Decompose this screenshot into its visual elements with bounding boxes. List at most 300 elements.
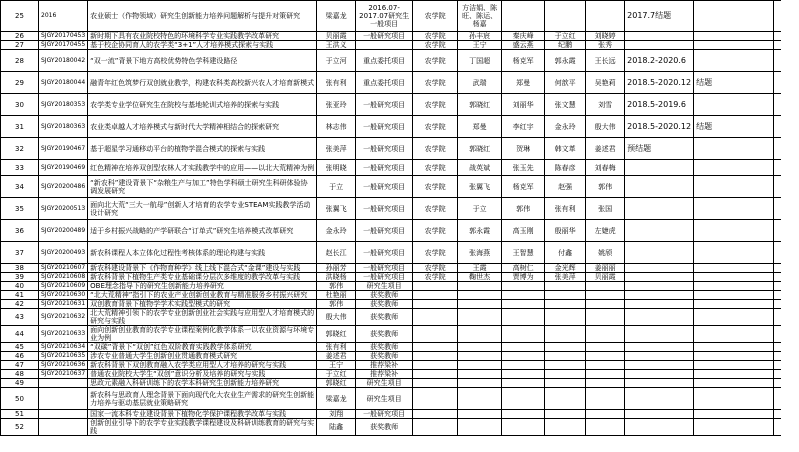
table-row[interactable] bbox=[1, 138, 782, 160]
table-cell[interactable]: 姚颀 bbox=[586, 242, 625, 264]
table-cell[interactable]: 农学院 bbox=[413, 72, 458, 94]
table-cell[interactable]: 一般研究项目 bbox=[356, 32, 413, 41]
table-cell[interactable] bbox=[694, 291, 774, 300]
table-cell[interactable]: 获奖教师 bbox=[356, 419, 413, 436]
table-cell[interactable] bbox=[625, 419, 694, 436]
table-row[interactable] bbox=[1, 410, 782, 419]
table-cell[interactable] bbox=[694, 41, 774, 50]
table-cell[interactable] bbox=[625, 309, 694, 326]
table-cell[interactable] bbox=[586, 361, 625, 370]
table-cell[interactable] bbox=[586, 410, 625, 419]
table-cell[interactable]: 2016.07-2017.07研究生一般项目 bbox=[356, 1, 413, 32]
table-cell[interactable] bbox=[586, 309, 625, 326]
table-cell[interactable] bbox=[694, 138, 774, 160]
table-cell[interactable] bbox=[694, 352, 774, 361]
table-cell[interactable]: 农学院 bbox=[413, 116, 458, 138]
table-cell[interactable]: 张翼飞 bbox=[317, 198, 356, 220]
table-cell[interactable]: 刘翔 bbox=[317, 410, 356, 419]
table-cell[interactable]: 丁国超 bbox=[458, 50, 502, 72]
table-cell[interactable] bbox=[413, 291, 458, 300]
table-cell[interactable]: 37 bbox=[1, 242, 39, 264]
table-cell[interactable]: 一般研究项目 bbox=[356, 264, 413, 273]
table-cell[interactable] bbox=[625, 220, 694, 242]
table-cell[interactable] bbox=[458, 326, 502, 343]
table-cell[interactable]: 武瑞 bbox=[458, 72, 502, 94]
table-cell[interactable] bbox=[545, 343, 586, 352]
table-cell[interactable]: 双创教育背景下植物学学术实践型模式的研究 bbox=[88, 300, 317, 309]
table-cell[interactable]: 获奖教师 bbox=[356, 352, 413, 361]
table-row[interactable] bbox=[1, 264, 782, 273]
table-cell[interactable] bbox=[694, 273, 774, 282]
table-cell[interactable] bbox=[694, 370, 774, 379]
table-cell[interactable]: 于立河 bbox=[317, 50, 356, 72]
table-cell[interactable]: 新农科与思政育人理念背景下面向现代化大农业生产需求的研究生创新能力培养与驱动基层就业策略研究 bbox=[88, 388, 317, 410]
table-cell[interactable]: 一般研究项目 bbox=[356, 176, 413, 198]
table-cell[interactable]: 韩文革 bbox=[545, 138, 586, 160]
table-cell[interactable]: SJGY20180044 bbox=[39, 72, 88, 94]
table-cell[interactable]: 盛云燕 bbox=[502, 41, 545, 50]
table-cell[interactable]: 基于超星学习通移动平台的植物学混合模式的探索与实践 bbox=[88, 138, 317, 160]
table-cell[interactable]: 金永玲 bbox=[317, 220, 356, 242]
table-cell[interactable]: 获奖教师 bbox=[356, 309, 413, 326]
table-cell[interactable]: 新农科背景下双创教育融入农学类应用型人才培养的研究与实践 bbox=[88, 361, 317, 370]
table-cell[interactable]: 48 bbox=[1, 370, 39, 379]
table-cell[interactable] bbox=[625, 282, 694, 291]
table-cell[interactable]: 融青年红色筑梦行双创就业教学，构建农科类高校新兴农人才培育新模式 bbox=[88, 72, 317, 94]
table-cell[interactable]: SJGY20210633 bbox=[39, 326, 88, 343]
table-cell[interactable]: 43 bbox=[1, 309, 39, 326]
table-cell[interactable]: 新时期下具有农业院校特色的环境科学专业实践教学改革研究 bbox=[88, 32, 317, 41]
table-cell[interactable] bbox=[694, 242, 774, 264]
table-cell[interactable]: 张国 bbox=[586, 198, 625, 220]
table-cell[interactable] bbox=[694, 1, 774, 32]
table-cell[interactable] bbox=[694, 176, 774, 198]
table-cell[interactable]: 姜述君 bbox=[586, 138, 625, 160]
table-cell[interactable] bbox=[694, 32, 774, 41]
table-cell[interactable]: 殷大伟 bbox=[317, 309, 356, 326]
table-cell[interactable] bbox=[694, 282, 774, 291]
table-cell[interactable]: 46 bbox=[1, 352, 39, 361]
table-row[interactable] bbox=[1, 309, 782, 326]
table-cell[interactable]: 郭晓红 bbox=[458, 94, 502, 116]
table-cell[interactable]: 贾博为 bbox=[502, 273, 545, 282]
table-cell[interactable]: “双碳”背景下“双创”红色双阶教育实践教学体系研究 bbox=[88, 343, 317, 352]
table-cell[interactable]: 贺琳 bbox=[502, 138, 545, 160]
table-cell[interactable]: “北大荒精神”指引下的农业产业创新创业教育与精准服务乡村振兴研究 bbox=[88, 291, 317, 300]
table-cell[interactable]: 33 bbox=[1, 160, 39, 176]
table-cell[interactable] bbox=[413, 326, 458, 343]
table-cell[interactable] bbox=[458, 419, 502, 436]
table-cell[interactable]: 农学院 bbox=[413, 41, 458, 50]
table-cell[interactable]: 何歆平 bbox=[545, 72, 586, 94]
table-row[interactable] bbox=[1, 361, 782, 370]
table-cell[interactable]: SJGY20210630 bbox=[39, 291, 88, 300]
table-cell[interactable] bbox=[586, 343, 625, 352]
table-cell[interactable]: 一般研究项目 bbox=[356, 220, 413, 242]
table-cell[interactable] bbox=[625, 242, 694, 264]
table-cell[interactable] bbox=[586, 370, 625, 379]
table-cell[interactable]: 重点委托项目 bbox=[356, 50, 413, 72]
table-cell[interactable]: 贝丽霞 bbox=[317, 32, 356, 41]
table-cell[interactable] bbox=[502, 379, 545, 388]
table-cell[interactable]: 于立 bbox=[458, 198, 502, 220]
table-cell[interactable] bbox=[625, 32, 694, 41]
table-cell[interactable]: SJGY20200489 bbox=[39, 220, 88, 242]
table-cell[interactable]: 张美萍 bbox=[545, 273, 586, 282]
table-cell[interactable]: 农学院 bbox=[413, 176, 458, 198]
table-row[interactable] bbox=[1, 32, 782, 41]
table-cell[interactable] bbox=[413, 352, 458, 361]
table-cell[interactable]: 农学院 bbox=[413, 50, 458, 72]
table-row[interactable] bbox=[1, 160, 782, 176]
table-cell[interactable] bbox=[625, 198, 694, 220]
table-cell[interactable]: SJGY20170453 bbox=[39, 32, 88, 41]
table-cell[interactable]: 赵强 bbox=[545, 176, 586, 198]
table-cell[interactable]: SJGY20170455 bbox=[39, 41, 88, 50]
table-row[interactable] bbox=[1, 379, 782, 388]
table-cell[interactable]: 25 bbox=[1, 1, 39, 32]
table-cell[interactable] bbox=[694, 264, 774, 273]
table-row[interactable] bbox=[1, 300, 782, 309]
table-cell[interactable]: SJGY20210609 bbox=[39, 282, 88, 291]
table-cell[interactable]: 北大荒精神引领下的农学专业创新创业社会实践与应用型人才培育模式的研究与实践 bbox=[88, 309, 317, 326]
table-cell[interactable] bbox=[625, 160, 694, 176]
table-cell[interactable]: 农学院 bbox=[413, 264, 458, 273]
table-cell[interactable] bbox=[502, 300, 545, 309]
table-cell[interactable]: SJGY20210636 bbox=[39, 361, 88, 370]
table-row[interactable] bbox=[1, 291, 782, 300]
table-cell[interactable]: 陆鑫 bbox=[317, 419, 356, 436]
table-cell[interactable] bbox=[586, 326, 625, 343]
table-cell[interactable]: 张亚玲 bbox=[317, 94, 356, 116]
table-cell[interactable]: 新农科背景下植物生产类专业基础课分层次多维度的教学改革与实践 bbox=[88, 273, 317, 282]
table-cell[interactable]: 金光辉 bbox=[545, 264, 586, 273]
table-cell[interactable] bbox=[545, 291, 586, 300]
table-cell[interactable] bbox=[413, 282, 458, 291]
table-cell[interactable]: 农学院 bbox=[413, 273, 458, 282]
table-cell[interactable]: 一般研究项目 bbox=[356, 273, 413, 282]
table-cell[interactable] bbox=[545, 370, 586, 379]
table-cell[interactable] bbox=[694, 388, 774, 410]
table-cell[interactable]: 刘雪 bbox=[586, 94, 625, 116]
table-cell[interactable] bbox=[694, 419, 774, 436]
table-row[interactable] bbox=[1, 273, 782, 282]
table-cell[interactable] bbox=[502, 343, 545, 352]
table-cell[interactable]: SJGY20180353 bbox=[39, 94, 88, 116]
table-cell[interactable]: 王宁 bbox=[458, 41, 502, 50]
table-cell[interactable] bbox=[625, 343, 694, 352]
table-cell[interactable]: 王长远 bbox=[586, 50, 625, 72]
table-cell[interactable]: 2018.5-2019.6 bbox=[625, 94, 694, 116]
table-cell[interactable]: 32 bbox=[1, 138, 39, 160]
table-cell[interactable]: 郭伟 bbox=[502, 198, 545, 220]
table-cell[interactable] bbox=[458, 282, 502, 291]
table-cell[interactable]: 50 bbox=[1, 388, 39, 410]
table-cell[interactable] bbox=[502, 370, 545, 379]
table-cell[interactable] bbox=[694, 160, 774, 176]
table-cell[interactable] bbox=[458, 291, 502, 300]
table-cell[interactable] bbox=[502, 1, 545, 32]
table-cell[interactable] bbox=[625, 379, 694, 388]
table-cell[interactable]: 适于乡村振兴战略的产学研联合“订单式”研究生培养模式改革研究 bbox=[88, 220, 317, 242]
table-cell[interactable] bbox=[545, 282, 586, 291]
table-cell[interactable]: 郭晓红 bbox=[317, 379, 356, 388]
table-cell[interactable]: 张玉先 bbox=[502, 160, 545, 176]
table-cell[interactable]: SJGY20210634 bbox=[39, 343, 88, 352]
table-cell[interactable] bbox=[458, 352, 502, 361]
table-cell[interactable]: 一般研究项目 bbox=[356, 242, 413, 264]
table-row[interactable] bbox=[1, 94, 782, 116]
table-cell[interactable] bbox=[413, 361, 458, 370]
table-cell[interactable]: 农业类卓越人才培养模式与新时代大学精神相结合的探索研究 bbox=[88, 116, 317, 138]
table-cell[interactable]: 农业硕士（作物领域）研究生创新能力培养问题解析与提升对策研究 bbox=[88, 1, 317, 32]
table-cell[interactable] bbox=[545, 410, 586, 419]
table-cell[interactable]: 郭晓红 bbox=[458, 138, 502, 160]
table-cell[interactable]: 36 bbox=[1, 220, 39, 242]
table-cell[interactable]: 34 bbox=[1, 176, 39, 198]
table-cell[interactable] bbox=[586, 1, 625, 32]
table-cell[interactable]: 方洁娟、陈旺、陈运、杨嘉 bbox=[458, 1, 502, 32]
table-cell[interactable] bbox=[586, 388, 625, 410]
table-cell[interactable]: 王洪义 bbox=[317, 41, 356, 50]
table-row[interactable] bbox=[1, 388, 782, 410]
table-cell[interactable]: 面向创新创业教育的农学专业课程案例化教学体系一以农业资源与环境专业为例 bbox=[88, 326, 317, 343]
table-cell[interactable]: 2017.7结题 bbox=[625, 1, 694, 32]
table-cell[interactable]: SJGY20200493 bbox=[39, 242, 88, 264]
table-cell[interactable]: 吴艳莉 bbox=[586, 72, 625, 94]
table-cell[interactable]: 26 bbox=[1, 32, 39, 41]
table-cell[interactable]: 陈春彦 bbox=[545, 160, 586, 176]
table-cell[interactable]: 结题 bbox=[694, 116, 774, 138]
table-cell[interactable]: 结题 bbox=[694, 72, 774, 94]
table-cell[interactable] bbox=[502, 419, 545, 436]
table-cell[interactable] bbox=[586, 282, 625, 291]
table-cell[interactable] bbox=[502, 410, 545, 419]
table-cell[interactable]: 2018.2-2020.6 bbox=[625, 50, 694, 72]
table-cell[interactable]: 一般研究项目 bbox=[356, 138, 413, 160]
table-cell[interactable] bbox=[694, 50, 774, 72]
table-cell[interactable]: 孙丰宸 bbox=[458, 32, 502, 41]
table-cell[interactable] bbox=[625, 264, 694, 273]
table-cell[interactable] bbox=[545, 326, 586, 343]
table-cell[interactable] bbox=[502, 309, 545, 326]
table-cell[interactable]: 金永玲 bbox=[545, 116, 586, 138]
table-cell[interactable] bbox=[545, 309, 586, 326]
table-cell[interactable]: 杨克军 bbox=[502, 176, 545, 198]
table-cell[interactable]: 杜艳丽 bbox=[317, 291, 356, 300]
table-cell[interactable] bbox=[545, 419, 586, 436]
table-cell[interactable]: 农学类专业学位研究生在院校与基地轮训式培养的探索与实践 bbox=[88, 94, 317, 116]
table-cell[interactable] bbox=[625, 370, 694, 379]
table-row[interactable] bbox=[1, 176, 782, 198]
table-cell[interactable] bbox=[694, 361, 774, 370]
table-cell[interactable]: 红色精神在培养双创型农林人才实践教学中的应用——以北大荒精神为例 bbox=[88, 160, 317, 176]
table-row[interactable] bbox=[1, 352, 782, 361]
table-cell[interactable]: 国家一流本科专业建设背景下植物化学保护课程教学改革与实践 bbox=[88, 410, 317, 419]
table-cell[interactable]: 梁嘉龙 bbox=[317, 1, 356, 32]
table-cell[interactable]: 农学院 bbox=[413, 94, 458, 116]
table-cell[interactable]: 张有利 bbox=[545, 198, 586, 220]
table-cell[interactable]: 张秀 bbox=[586, 41, 625, 50]
table-cell[interactable] bbox=[625, 352, 694, 361]
table-cell[interactable]: 51 bbox=[1, 410, 39, 419]
table-cell[interactable]: 于立 bbox=[317, 176, 356, 198]
table-cell[interactable] bbox=[413, 370, 458, 379]
table-cell[interactable]: 农学院 bbox=[413, 160, 458, 176]
table-row[interactable] bbox=[1, 370, 782, 379]
table-cell[interactable] bbox=[545, 388, 586, 410]
table-cell[interactable] bbox=[39, 388, 88, 410]
table-cell[interactable]: 刘春梅 bbox=[586, 160, 625, 176]
table-row[interactable] bbox=[1, 116, 782, 138]
table-cell[interactable] bbox=[458, 300, 502, 309]
table-cell[interactable] bbox=[413, 388, 458, 410]
table-cell[interactable]: 赵长江 bbox=[317, 242, 356, 264]
table-cell[interactable] bbox=[586, 352, 625, 361]
table-cell[interactable]: SJGY20210635 bbox=[39, 352, 88, 361]
table-cell[interactable]: SJGY20200486 bbox=[39, 176, 88, 198]
table-cell[interactable]: 思政元素融入科研训练下的农学本科研究生创新能力培养研究 bbox=[88, 379, 317, 388]
table-row[interactable] bbox=[1, 326, 782, 343]
table-cell[interactable]: 28 bbox=[1, 50, 39, 72]
table-cell[interactable]: 姜述君 bbox=[317, 352, 356, 361]
table-cell[interactable] bbox=[625, 176, 694, 198]
table-cell[interactable]: 一般研究项目 bbox=[356, 94, 413, 116]
table-cell[interactable]: 30 bbox=[1, 94, 39, 116]
table-cell[interactable]: 郭晓红 bbox=[317, 326, 356, 343]
table-cell[interactable] bbox=[694, 326, 774, 343]
table-cell[interactable]: 张海燕 bbox=[458, 242, 502, 264]
table-cell[interactable]: 张有利 bbox=[317, 343, 356, 352]
table-cell[interactable]: 张文慧 bbox=[545, 94, 586, 116]
table-cell[interactable] bbox=[625, 300, 694, 309]
table-cell[interactable]: 2016 bbox=[39, 1, 88, 32]
table-cell[interactable]: 一般研究项目 bbox=[356, 116, 413, 138]
table-cell[interactable] bbox=[413, 419, 458, 436]
table-cell[interactable]: 44 bbox=[1, 326, 39, 343]
table-cell[interactable]: 基于校企协同育人的农学类“3+1”人才培养模式探索与实践 bbox=[88, 41, 317, 50]
table-cell[interactable]: 推荐梁补 bbox=[356, 370, 413, 379]
table-row[interactable] bbox=[1, 220, 782, 242]
table-cell[interactable]: 52 bbox=[1, 419, 39, 436]
table-cell[interactable] bbox=[458, 361, 502, 370]
table-cell[interactable] bbox=[694, 343, 774, 352]
table-cell[interactable] bbox=[458, 343, 502, 352]
table-row[interactable] bbox=[1, 198, 782, 220]
table-cell[interactable]: 林志伟 bbox=[317, 116, 356, 138]
table-cell[interactable]: 纪鹏 bbox=[545, 41, 586, 50]
table-cell[interactable]: SJGY20180042 bbox=[39, 50, 88, 72]
table-cell[interactable]: 郑曼 bbox=[458, 116, 502, 138]
table-cell[interactable]: 张翼飞 bbox=[458, 176, 502, 198]
table-cell[interactable]: 殷丽华 bbox=[545, 220, 586, 242]
table-cell[interactable] bbox=[458, 388, 502, 410]
table-cell[interactable] bbox=[694, 94, 774, 116]
table-cell[interactable]: 40 bbox=[1, 282, 39, 291]
table-cell[interactable]: 31 bbox=[1, 116, 39, 138]
table-cell[interactable]: 高树仁 bbox=[502, 264, 545, 273]
table-cell[interactable]: 42 bbox=[1, 300, 39, 309]
table-row[interactable] bbox=[1, 343, 782, 352]
table-cell[interactable] bbox=[502, 388, 545, 410]
table-cell[interactable]: 农学院 bbox=[413, 138, 458, 160]
table-cell[interactable]: 35 bbox=[1, 198, 39, 220]
table-cell[interactable] bbox=[586, 300, 625, 309]
table-cell[interactable]: 李红宇 bbox=[502, 116, 545, 138]
table-cell[interactable] bbox=[694, 379, 774, 388]
table-cell[interactable]: SJGY20210631 bbox=[39, 300, 88, 309]
table-cell[interactable]: 新农科课程人本立体化过程性考核体系的理论构建与实践 bbox=[88, 242, 317, 264]
table-cell[interactable] bbox=[625, 361, 694, 370]
table-cell[interactable] bbox=[502, 352, 545, 361]
table-cell[interactable]: 农学院 bbox=[413, 32, 458, 41]
table-cell[interactable]: 杨克军 bbox=[502, 50, 545, 72]
table-row[interactable] bbox=[1, 419, 782, 436]
table-cell[interactable]: 姜丽丽 bbox=[586, 264, 625, 273]
table-row[interactable] bbox=[1, 282, 782, 291]
table-cell[interactable] bbox=[545, 361, 586, 370]
table-cell[interactable] bbox=[39, 410, 88, 419]
table-cell[interactable]: 获奖教师 bbox=[356, 326, 413, 343]
table-row[interactable] bbox=[1, 50, 782, 72]
table-cell[interactable]: 殷大伟 bbox=[586, 116, 625, 138]
table-cell[interactable] bbox=[458, 379, 502, 388]
table-cell[interactable] bbox=[586, 419, 625, 436]
table-cell[interactable] bbox=[413, 379, 458, 388]
table-cell[interactable]: 农学院 bbox=[413, 1, 458, 32]
table-cell[interactable]: 王宁 bbox=[317, 361, 356, 370]
table-cell[interactable] bbox=[502, 361, 545, 370]
table-cell[interactable]: SJGY20210637 bbox=[39, 370, 88, 379]
table-cell[interactable] bbox=[586, 379, 625, 388]
table-cell[interactable]: 郭伟 bbox=[586, 176, 625, 198]
table-cell[interactable]: 45 bbox=[1, 343, 39, 352]
table-cell[interactable]: 38 bbox=[1, 264, 39, 273]
table-cell[interactable] bbox=[694, 300, 774, 309]
table-cell[interactable] bbox=[625, 410, 694, 419]
table-cell[interactable] bbox=[625, 273, 694, 282]
table-cell[interactable]: 张明晓 bbox=[317, 160, 356, 176]
table-cell[interactable]: 郑曼 bbox=[502, 72, 545, 94]
table-cell[interactable]: 高玉刚 bbox=[502, 220, 545, 242]
table-cell[interactable] bbox=[545, 300, 586, 309]
table-cell[interactable]: 左婕虎 bbox=[586, 220, 625, 242]
table-cell[interactable] bbox=[413, 300, 458, 309]
table-cell[interactable]: 创新创业引导下的农学专业实践教学课程建设及科研训练教育的研究与实践 bbox=[88, 419, 317, 436]
table-cell[interactable] bbox=[356, 41, 413, 50]
table-cell[interactable]: 推荐梁补 bbox=[356, 361, 413, 370]
table-cell[interactable]: 获奖教师 bbox=[356, 300, 413, 309]
table-cell[interactable]: 刘丽华 bbox=[502, 94, 545, 116]
table-cell[interactable]: 41 bbox=[1, 291, 39, 300]
table-cell[interactable]: 29 bbox=[1, 72, 39, 94]
table-cell[interactable] bbox=[694, 198, 774, 220]
table-cell[interactable] bbox=[694, 410, 774, 419]
table-cell[interactable] bbox=[502, 326, 545, 343]
table-cell[interactable]: 研究生项目 bbox=[356, 282, 413, 291]
table-cell[interactable]: 张有利 bbox=[317, 72, 356, 94]
table-cell[interactable]: SJGY20180363 bbox=[39, 116, 88, 138]
table-cell[interactable]: 刘晓婷 bbox=[586, 32, 625, 41]
table-cell[interactable]: 郭永霞 bbox=[458, 220, 502, 242]
table-row[interactable] bbox=[1, 242, 782, 264]
table-row[interactable] bbox=[1, 41, 782, 50]
table-cell[interactable]: 研究生项目 bbox=[356, 388, 413, 410]
table-cell[interactable] bbox=[694, 309, 774, 326]
table-cell[interactable]: 47 bbox=[1, 361, 39, 370]
table-cell[interactable]: 王霞 bbox=[458, 264, 502, 273]
table-cell[interactable]: 农学院 bbox=[413, 242, 458, 264]
